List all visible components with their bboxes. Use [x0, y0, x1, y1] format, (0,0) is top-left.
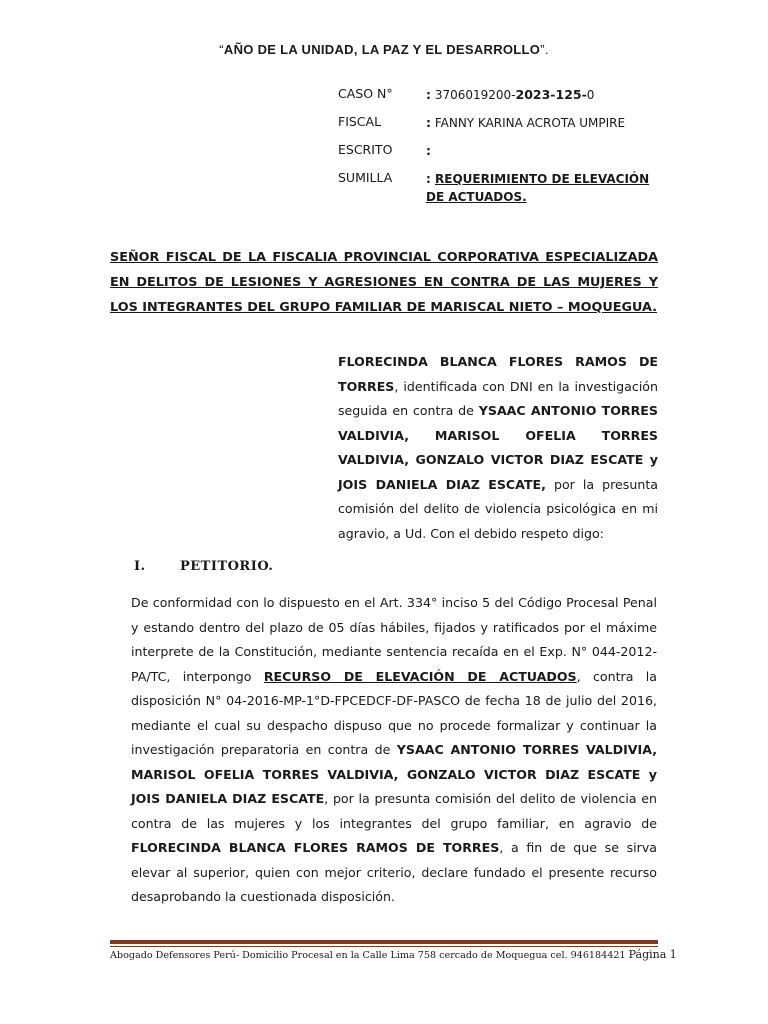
footer-rule-thin — [110, 946, 658, 947]
section-title: PETITORIO. — [180, 559, 274, 574]
petitorio-victim: FLORECINDA BLANCA FLORES RAMOS DE TORRES — [131, 840, 500, 855]
page-footer — [110, 948, 677, 961]
fiscal-value: : FANNY KARINA ACROTA UMPIRE — [426, 115, 626, 130]
petitorio-accused: YSAAC ANTONIO TORRES VALDIVIA, MARISOL OFELIA TORRES VALDIVIA, GONZALO VICTOR DIAZ ESCATE y JOIS DANIELA DIAZ ESCATE — [131, 742, 657, 806]
recurso-title: RECURSO DE ELEVACIÓN DE ACTUADOS — [263, 668, 577, 684]
addressee-heading: SEÑOR FISCAL DE LA FISCALIA PROVINCIAL CORPORATIVA ESPECIALIZADA EN DELITOS DE LESIONES Y AGRESIONES EN CONTRA DE LAS MUJERES Y LOS INTEGRANTES DEL GRUPO FAMILIAR DE MARISCAL NIETO – MOQUEGUA. — [110, 250, 658, 315]
motto-open-quote: “ — [219, 42, 224, 57]
petitorio-paragraph: De conformidad con lo dispuesto en el Art. 334° inciso 5 del Código Procesal Penal y estando dentro del plazo de 05 días hábiles, fijados y ratificados por el máxime interprete de la Constitución, mediante sentencia recaída en el Exp. N° 044-2012-PA/TC, interpongo RECURSO DE ELEVACIÓN DE ACTUADOS, contra la disposición N° 04-2016-MP-1°D-FPCEDCF-DF-PASCO de fecha 18 de julio del 2016, mediante el cual su despacho dispuso que no procede formalizar y continuar la investigación preparatoria en contra de YSAAC ANTONIO TORRES VALDIVIA, MARISOL OFELIA TORRES VALDIVIA, GONZALO VICTOR DIAZ ESCATE y JOIS DANIELA DIAZ ESCATE, por la presunta comisión del delito de violencia en contra de las mujeres y los integrantes del grupo familiar, en agravio de FLORECINDA BLANCA FLORES RAMOS DE TORRES, a fin de que se sirva elevar al superior, quien con mejor criterio, declare fundado el presente recurso desaprobando la cuestionada disposición. — [131, 595, 658, 904]
accused-names: YSAAC ANTONIO TORRES VALDIVIA, MARISOL OFELIA TORRES VALDIVIA, GONZALO VICTOR DIAZ ESCATE y JOIS DANIELA DIAZ ESCATE, — [338, 403, 658, 492]
footer-rule-thick — [110, 940, 658, 944]
section-number: I. — [134, 559, 146, 574]
case-row-number — [338, 86, 668, 114]
party-introduction: FLORECINDA BLANCA FLORES RAMOS DE TORRES, identificada con DNI en la investigación seguida en contra de YSAAC ANTONIO TORRES VALDIVIA, MARISOL OFELIA TORRES VALDIVIA, GONZALO VICTOR DIAZ ESCATE y JOIS DANIELA DIAZ ESCATE, por la presunta comisión del delito de violencia psicológica en mi agravio, a Ud. Con el debido respeto digo: — [338, 354, 658, 541]
page-number: Página 1 — [628, 948, 677, 961]
footer-text: Abogado Defensores Perú- Domicilio Procesal en la Calle Lima 758 cercado de Moquegua cel. 946184421 — [110, 950, 629, 961]
sumilla-value: : REQUERIMIENTO DE ELEVACIÓN DE ACTUADOS. — [426, 172, 650, 204]
header-motto — [0, 42, 768, 57]
sumilla-label: SUMILLA — [338, 170, 393, 185]
case-row-fiscal — [338, 114, 668, 142]
section-heading-petitorio — [134, 559, 273, 574]
motto-close-quote: ”. — [540, 42, 549, 57]
case-info-table — [338, 86, 668, 204]
escrito-value: : — [426, 143, 431, 158]
case-row-sumilla — [338, 170, 668, 204]
case-row-escrito — [338, 142, 668, 170]
petitioner-name: FLORECINDA BLANCA FLORES RAMOS DE TORRES — [338, 354, 658, 394]
case-number-value: : 3706019200-2023-125-0 — [426, 87, 595, 102]
motto-text: AÑO DE LA UNIDAD, LA PAZ Y EL DESARROLLO — [223, 42, 541, 57]
escrito-label: ESCRITO — [338, 142, 393, 157]
fiscal-label: FISCAL — [338, 114, 382, 129]
case-number-label: CASO N° — [338, 86, 393, 101]
